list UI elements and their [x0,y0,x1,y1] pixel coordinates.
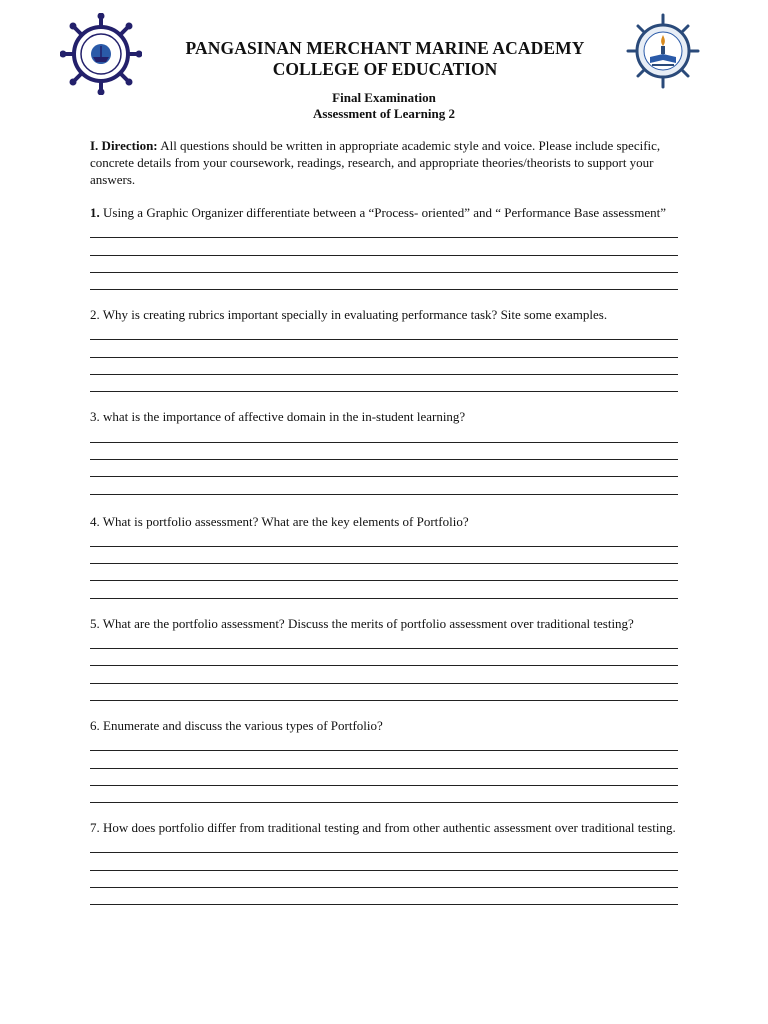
answer-line[interactable] [90,460,678,477]
answer-line[interactable] [90,323,678,340]
answer-line[interactable] [90,425,678,442]
college-seal-right [626,13,700,89]
answer-line[interactable] [90,340,678,357]
answer-line[interactable] [90,375,678,392]
answer-line[interactable] [90,649,678,666]
answer-line[interactable] [90,477,678,494]
question-text: 5. What are the portfolio assessment? Discuss the merits of portfolio assessment over traditional testing? [90,615,634,631]
answer-line[interactable] [90,888,678,905]
answer-line[interactable] [90,853,678,870]
answer-line[interactable] [90,221,678,238]
answer-line[interactable] [90,769,678,786]
academy-seal-left [60,13,142,95]
subject-name: Assessment of Learning 2 [313,106,455,121]
answer-line[interactable] [90,871,678,888]
question-text: 3. what is the importance of affective domain in the in-student learning? [90,409,466,425]
answer-line[interactable] [90,751,678,768]
answer-lines[interactable] [90,836,680,905]
school-name: PANGASINAN MERCHANT MARINE ACADEMY [185,38,585,58]
answer-line[interactable] [90,256,678,273]
answer-line[interactable] [90,836,678,853]
answer-lines[interactable] [90,221,680,290]
answer-lines[interactable] [90,734,680,803]
answer-line[interactable] [90,632,678,649]
question-6 [90,717,680,803]
question-text [90,204,680,221]
question-text: 7. How does portfolio differ from traditional testing and from other authentic assessment over traditional testing. [90,820,676,836]
answer-lines[interactable] [90,425,680,494]
answer-line[interactable] [90,734,678,751]
answer-lines[interactable] [90,530,680,599]
direction-label: I. Direction: [90,138,158,153]
question-body: Using a Graphic Organizer differentiate between a “Process- oriented” and “ Performance Base assessment” [103,205,666,220]
answer-line[interactable] [90,581,678,598]
answer-lines[interactable] [90,632,680,701]
question-1 [90,204,680,290]
answer-line[interactable] [90,666,678,683]
exam-name: Final Examination [332,90,436,105]
institution-header [140,38,630,80]
direction-paragraph [90,137,680,188]
question-text: 4. What is portfolio assessment? What are the key elements of Portfolio? [90,513,469,529]
exam-content [90,137,680,905]
answer-line[interactable] [90,238,678,255]
answer-line[interactable] [90,564,678,581]
question-number: 1. [90,205,100,220]
answer-line[interactable] [90,547,678,564]
question-5 [90,615,680,701]
question-2 [90,306,680,392]
answer-line[interactable] [90,358,678,375]
answer-line[interactable] [90,684,678,701]
direction-text: All questions should be written in appropriate academic style and voice. Please include specific, concrete details from your coursework, readings, research, and appropriate theories/theorists to support your answers. [90,138,661,187]
exam-title-block [0,90,768,122]
question-4 [90,513,680,599]
college-name: COLLEGE OF EDUCATION [272,59,498,79]
question-3 [90,408,680,494]
answer-line[interactable] [90,443,678,460]
answer-lines[interactable] [90,323,680,392]
question-text: 6. Enumerate and discuss the various types of Portfolio? [90,717,383,733]
question-text: 2. Why is creating rubrics important specially in evaluating performance task? Site some examples. [90,307,608,323]
answer-line[interactable] [90,273,678,290]
question-7 [90,819,680,905]
answer-line[interactable] [90,530,678,547]
answer-line[interactable] [90,786,678,803]
